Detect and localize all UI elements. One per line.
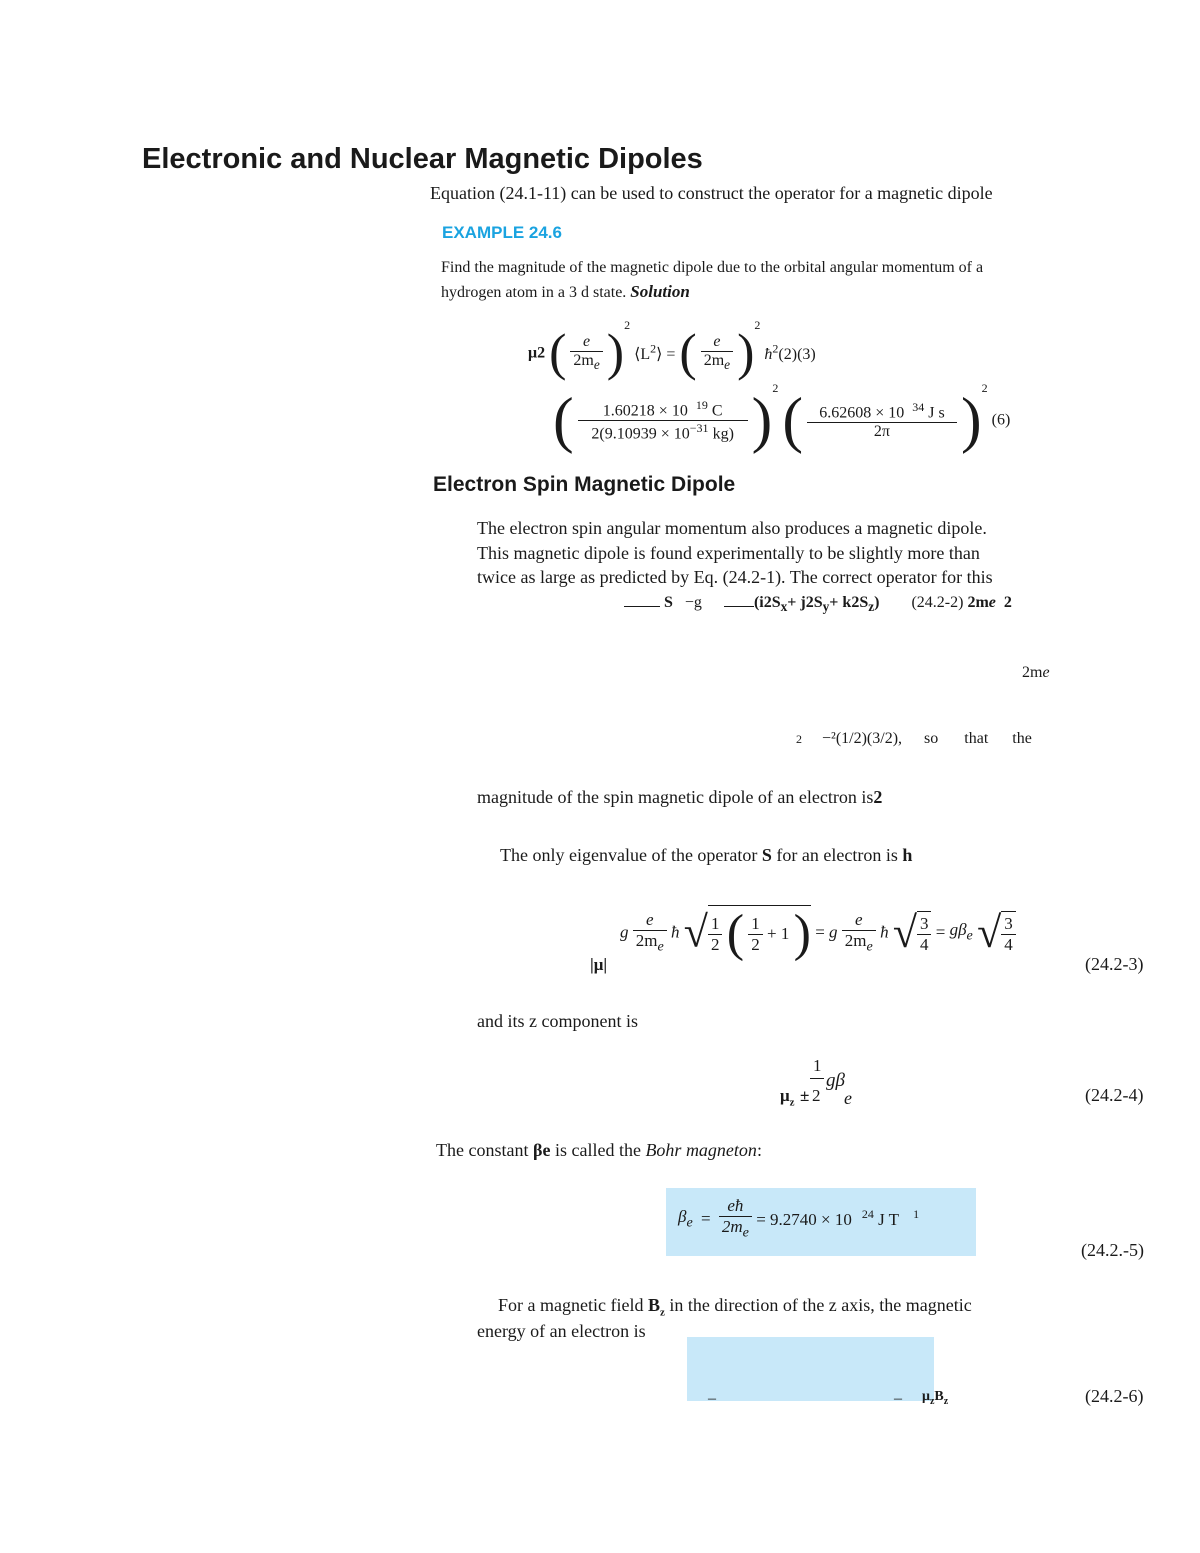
eq1-paren-open: ( [549, 324, 567, 382]
operator-sy: y [822, 599, 830, 615]
eq1-num-1: e [570, 333, 602, 352]
operator-sx: x [780, 599, 788, 615]
eq2-den-1-exp: −31 [689, 420, 709, 435]
example-line-2-text: hydrogen atom in a 3 d state. [441, 284, 627, 301]
eq3-frac-1 [633, 910, 667, 955]
section-heading-electron-spin: Electron Spin Magnetic Dipole [433, 473, 736, 496]
eq1-mid-end: ⟩ = [656, 346, 676, 364]
eq1-fraction-1 [570, 333, 602, 373]
eq3-frac-1-num: e [633, 910, 667, 931]
energy-bz-b: B [647, 1295, 660, 1315]
eq1-den-1 [570, 352, 602, 373]
eq3-sqrt-1 [684, 905, 811, 960]
eq1-den-1-sub: e [593, 357, 600, 373]
eq2-num-2-unit: J s [928, 403, 945, 421]
eq3-half-1-num: 1 [708, 914, 723, 935]
eq6-number: (24.2-6) [1085, 1386, 1144, 1406]
eq1-lhs: μ2 [528, 344, 546, 362]
eq3-plus-one: + 1 [767, 924, 790, 943]
eq2-num-2-exp: 34 [912, 399, 925, 414]
eq5-value-exp: 24 [861, 1207, 874, 1222]
bohr-beta [533, 1140, 550, 1160]
eq3-gbeta-text: gβ [949, 920, 967, 940]
eq5-unit: J T [878, 1210, 900, 1230]
energy-line-1-rest: in the direction of the z axis, the magnetic [669, 1295, 972, 1315]
equation-24-2-5 [678, 1196, 919, 1241]
eq3-sqrt-3 [977, 907, 1016, 957]
eq1-tail [764, 342, 816, 364]
example-line-1: Find the magnitude of the magnetic dipole due to the orbital angular momentum of a [441, 259, 984, 276]
eq5-equals: = [701, 1208, 711, 1228]
eq2-paren-open-2: ( [782, 386, 803, 455]
fragment-2me-e: e [1042, 664, 1050, 681]
operator-tail-2m: 2m [967, 594, 989, 611]
eq3-hbar-2: ħ [880, 922, 889, 942]
eigenvalue-text-c: for an electron is [776, 845, 898, 865]
operator-blank-1 [624, 606, 660, 607]
eq3-frac-2-den-sub: e [866, 938, 873, 955]
energy-line-2: energy of an electron is [477, 1321, 646, 1341]
eq3-equals-1: = [815, 922, 825, 942]
eq6-mu-bz [922, 1389, 948, 1407]
eq1-den-2-sub: e [724, 357, 731, 373]
eq2-tail: (6) [991, 411, 1011, 429]
eq3-sqrt-1-body [708, 905, 811, 960]
eq3-four-2: 4 [1004, 934, 1013, 954]
eq4-bar [810, 1078, 824, 1079]
eq6-b-sub: z [943, 1395, 949, 1407]
eq1-num-2: e [701, 333, 733, 352]
section2-line-3: twice as large as predicted by Eq. (24.2-1). The correct operator for this [477, 567, 993, 587]
sqrt-sign-3: √ [977, 907, 1002, 957]
eq3-frac-2-den-text: 2m [844, 930, 867, 950]
eq2-num-2 [807, 400, 957, 423]
magnitude-tail: 2 [873, 787, 883, 807]
eq5-unit-exp: 1 [913, 1207, 920, 1222]
eq2-fraction-1 [578, 398, 748, 444]
eq3-frac-2-num: e [842, 910, 876, 931]
operator-line [624, 594, 1012, 615]
eq3-frac-2 [842, 910, 876, 955]
operator-g: −g [684, 594, 702, 611]
eigenvalue-h: h [902, 845, 913, 865]
eq1-den-2-text: 2m [703, 352, 725, 370]
eq2-fraction-2 [807, 400, 957, 441]
operator-tail-2: 2 [1003, 594, 1012, 611]
eq2-num-1-unit: C [711, 401, 723, 419]
eq1-paren-open-2: ( [679, 324, 697, 382]
eq1-mid-exp: 2 [650, 342, 657, 357]
eq3-half-2-den: 2 [751, 934, 760, 954]
eq2-num-1-text: 1.60218 × 10 [602, 401, 688, 419]
eq2-paren-close-1: ) [751, 386, 773, 455]
eq2-den-1-unit: kg) [712, 425, 734, 443]
bohr-beta-sub: e [542, 1140, 551, 1160]
fragment-2: 2 [796, 732, 802, 746]
eq3-three-fourths-1 [917, 914, 932, 955]
eq1-mid-text: ⟨L [634, 346, 651, 364]
eq3-paren-open: ( [726, 905, 745, 962]
eq2-exp-2: 2 [981, 381, 988, 395]
eq3-half-1 [708, 914, 723, 955]
eq3-frac-2-den [842, 931, 876, 955]
eq1-exp-2: 2 [754, 318, 761, 332]
fragment-2me-text: 2m [1022, 664, 1043, 681]
magnitude-line [477, 787, 882, 808]
fragment-that: that [964, 730, 989, 747]
section2-line-1: The electron spin angular momentum also produces a magnetic dipole. [477, 518, 987, 538]
operator-tail-e: e [988, 594, 996, 611]
eq6-mu: μ [922, 1389, 930, 1404]
eigenvalue-text-a: The only eigenvalue of the operator [500, 845, 758, 865]
eq2-paren-close-2: ) [960, 386, 982, 455]
eq3-equals-2: = [935, 922, 946, 942]
page-title: Electronic and Nuclear Magnetic Dipoles [142, 143, 703, 175]
eq2-num-2-text: 6.62608 × 10 [819, 403, 905, 421]
eq2-den-1-text: 2(9.10939 × 10 [591, 425, 690, 443]
bohr-magneton-term: Bohr magneton [645, 1140, 757, 1160]
eq1-paren-close-2: ) [737, 324, 755, 382]
eq6-b: B [934, 1389, 944, 1404]
operator-i2s: (i2S [753, 594, 781, 611]
bohr-c: is called the [554, 1140, 641, 1160]
magnitude-text: magnitude of the spin magnetic dipole of an electron is [477, 787, 874, 807]
fragment-expr: −²(1/2)(3/2), [822, 730, 903, 747]
operator-j2s: + j2S [787, 594, 823, 611]
operator-s: S [664, 594, 673, 611]
energy-bz-sub: z [659, 1306, 665, 1319]
eq4-lhs-mu: μ [780, 1086, 790, 1105]
eq2-num-1 [578, 398, 748, 421]
eq3-three-fourths-2 [1001, 914, 1016, 955]
example-line-2 [441, 282, 690, 302]
eq5-frac [719, 1196, 752, 1241]
equation-24-2-3 [620, 905, 1016, 960]
example-equation-2 [553, 381, 1011, 455]
operator-close: ) [874, 594, 880, 611]
eq4-pm: ± [800, 1086, 810, 1105]
bohr-sentence [436, 1140, 762, 1161]
eq4-lhs [780, 1086, 795, 1108]
fragment-the: the [1012, 730, 1032, 747]
eq4-num: 1 [813, 1056, 822, 1075]
eq3-three-1: 3 [917, 914, 932, 935]
eq2-exp-1: 2 [772, 381, 779, 395]
eq3-gbeta [949, 920, 973, 944]
eigenvalue-operator: S [761, 845, 772, 865]
eq2-num-1-exp: 19 [695, 397, 708, 412]
eq1-paren-close: ) [606, 324, 625, 382]
eq3-gbeta-sub: e [966, 927, 973, 944]
eq5-number: (24.2.-5) [1081, 1240, 1144, 1260]
fragment-line [796, 730, 1058, 748]
fragment-2me [1022, 664, 1050, 682]
eq5-num: eħ [719, 1196, 752, 1217]
eq1-mid [634, 342, 676, 364]
eq5-value-text: = 9.2740 × 10 [756, 1210, 852, 1230]
solution-label: Solution [630, 282, 690, 301]
eq3-g2: g [829, 922, 838, 942]
eq3-three-2: 3 [1001, 914, 1016, 935]
eq3-hbar-1: ħ [671, 922, 680, 942]
eq3-frac-1-den [633, 931, 667, 955]
fragment-so: so [924, 730, 939, 747]
eq4-number: (24.2-4) [1085, 1085, 1144, 1105]
eq5-lhs [678, 1206, 693, 1230]
eq3-sqrt-2-body [917, 911, 932, 955]
bohr-colon: : [756, 1140, 762, 1160]
eq1-fraction-2 [701, 333, 733, 373]
sqrt-sign-2: √ [892, 907, 917, 957]
eq4-gb: gβ [826, 1070, 845, 1091]
example-equation-1 [528, 318, 816, 382]
eq3-sqrt-3-body [1001, 911, 1016, 955]
eq3-sqrt-2 [892, 907, 932, 957]
eq5-den [719, 1217, 752, 1241]
eq3-half-2-num: 1 [748, 914, 763, 935]
z-component-text: and its z component is [477, 1011, 638, 1031]
eq3-four-1: 4 [919, 934, 929, 954]
eq5-den-sub: e [742, 1224, 749, 1241]
eq4-den: 2 [812, 1086, 821, 1105]
eq5-lhs-beta: β [678, 1206, 687, 1226]
eq4-lhs-sub: z [789, 1096, 795, 1109]
eq4-sub: e [844, 1088, 852, 1108]
intro-text: Equation (24.1-11) can be used to construct the operator for a magnetic dipole [430, 183, 993, 203]
operator-paren [753, 594, 880, 615]
operator-blank-2 [724, 606, 754, 607]
eq1-den-1-text: 2m [573, 352, 594, 370]
eq3-frac-1-den-text: 2m [635, 930, 658, 950]
eq1-tail-end: (2)(3) [778, 346, 816, 364]
eq6-mu-sub: z [929, 1395, 935, 1407]
eq1-den-2 [701, 352, 733, 373]
eq5-den-text: 2m [721, 1217, 743, 1236]
eq3-half-1-den: 2 [710, 934, 720, 954]
eq1-tail-hbar: ħ [764, 346, 773, 364]
eq5-value [756, 1207, 920, 1230]
operator-eqnum: (24.2-2) [911, 594, 964, 611]
example-label: EXAMPLE 24.6 [442, 223, 562, 242]
eigenvalue-line [500, 845, 912, 866]
eq5-lhs-sub: e [686, 1213, 693, 1230]
energy-line-1 [498, 1295, 1058, 1319]
section2-line-2: This magnetic dipole is found experimentally to be slightly more than [477, 543, 980, 563]
energy-line-1-text: For a magnetic field [498, 1295, 644, 1315]
eq3-g1: g [620, 922, 629, 942]
eq3-lhs: |μ| [590, 955, 608, 974]
eq3-paren-close: ) [793, 905, 811, 962]
eq6-dash-1: – [708, 1390, 716, 1407]
eq3-number: (24.2-3) [1085, 954, 1144, 974]
bohr-beta-symbol: β [532, 1140, 543, 1160]
eq3-frac-1-den-sub: e [657, 938, 664, 955]
sqrt-sign-1: √ [683, 907, 708, 957]
eq2-den-1 [578, 421, 748, 443]
operator-sz: z [868, 599, 875, 615]
bohr-a: The constant [436, 1140, 529, 1160]
eq6-dash-2: – [894, 1390, 902, 1407]
eq2-den-2: 2π [873, 422, 890, 440]
eq1-tail-exp: 2 [772, 342, 779, 357]
operator-k2s: + k2S [829, 594, 869, 611]
eq1-exp-1: 2 [624, 318, 631, 332]
eq2-paren-open-1: ( [553, 386, 574, 455]
operator-tail [967, 594, 1011, 611]
eq3-half-2 [748, 914, 763, 955]
energy-bz [647, 1295, 665, 1319]
